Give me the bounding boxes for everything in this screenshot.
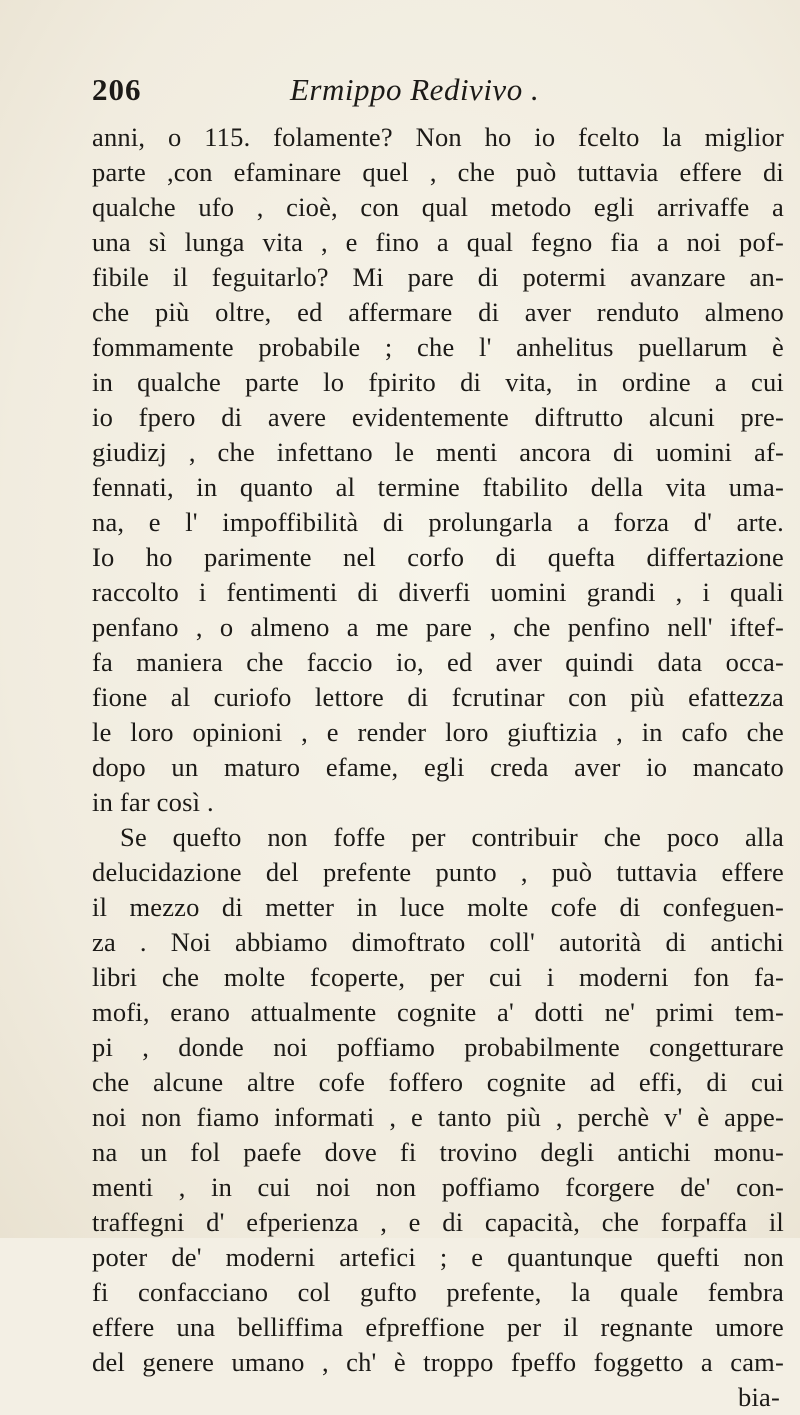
text-line: fommamente probabile ; che l' anhelitus puellarum è — [92, 332, 784, 362]
text-line: le loro opinioni , e render loro giuftizia , in cafo che — [92, 717, 784, 747]
catchword: bia- — [738, 1382, 780, 1412]
text-line: poter de' moderni artefici ; e quantunque quefti non — [92, 1242, 784, 1272]
page-number: 206 — [92, 72, 142, 107]
text-line: penfano , o almeno a me pare , che penfino nell' iftef- — [92, 612, 784, 642]
text-line: che più oltre, ed affermare di aver renduto almeno — [92, 297, 784, 327]
text-line: in qualche parte lo fpirito di vita, in ordine a cui — [92, 367, 784, 397]
text-line: traffegni d' efperienza , e di capacità, che forpaffa il — [92, 1207, 784, 1237]
text-line: noi non fiamo informati , e tanto più , perchè v' è appe- — [92, 1102, 784, 1132]
text-line: io fpero di avere evidentemente diftrutto alcuni pre- — [92, 402, 784, 432]
text-line: fa maniera che faccio io, ed aver quindi data occa- — [92, 647, 784, 677]
page-header — [92, 72, 762, 112]
text-line: anni, o 115. folamente? Non ho io fcelto la miglior — [92, 122, 784, 152]
text-line: il mezzo di metter in luce molte cofe di confeguen- — [92, 892, 784, 922]
text-line: che alcune altre cofe foffero cognite ad effi, di cui — [92, 1067, 784, 1097]
text-line: parte ,con efaminare quel , che può tuttavia effere di — [92, 157, 784, 187]
text-line: delucidazione del prefente punto , può tuttavia effere — [92, 857, 784, 887]
running-title: Ermippo Redivivo . — [290, 72, 540, 107]
text-line: fibile il feguitarlo? Mi pare di potermi avanzare an- — [92, 262, 784, 292]
text-line: una sì lunga vita , e fino a qual fegno fia a noi pof- — [92, 227, 784, 257]
text-line: libri che molte fcoperte, per cui i moderni fon fa- — [92, 962, 784, 992]
text-line: Se quefto non foffe per contribuir che poco alla — [120, 822, 784, 852]
text-line: dopo un maturo efame, egli creda aver io mancato — [92, 752, 784, 782]
text-line: del genere umano , ch' è troppo fpeffo foggetto a cam- — [92, 1347, 784, 1377]
text-line: giudizj , che infettano le menti ancora di uomini af- — [92, 437, 784, 467]
text-line: fi confacciano col gufto prefente, la quale fembra — [92, 1277, 784, 1307]
text-line: in far così . — [92, 787, 214, 817]
body-text — [92, 120, 784, 1415]
text-line: na un fol paefe dove fi trovino degli antichi monu- — [92, 1137, 784, 1167]
text-line: pi , donde noi poffiamo probabilmente congetturare — [92, 1032, 784, 1062]
text-line: fennati, in quanto al termine ftabilito della vita uma- — [92, 472, 784, 502]
text-line: effere una belliffima efpreffione per il regnante umore — [92, 1312, 784, 1342]
text-line: qualche ufo , cioè, con qual metodo egli arrivaffe a — [92, 192, 784, 222]
text-line: raccolto i fentimenti di diverfi uomini grandi , i quali — [92, 577, 784, 607]
text-line: za . Noi abbiamo dimoftrato coll' autorità di antichi — [92, 927, 784, 957]
text-line: na, e l' impoffibilità di prolungarla a forza d' arte. — [92, 507, 784, 537]
text-line: Io ho parimente nel corfo di quefta differtazione — [92, 542, 784, 572]
text-line: fione al curiofo lettore di fcrutinar con più efattezza — [92, 682, 784, 712]
text-line: menti , in cui noi non poffiamo fcorgere de' con- — [92, 1172, 784, 1202]
text-line: mofi, erano attualmente cognite a' dotti ne' primi tem- — [92, 997, 784, 1027]
